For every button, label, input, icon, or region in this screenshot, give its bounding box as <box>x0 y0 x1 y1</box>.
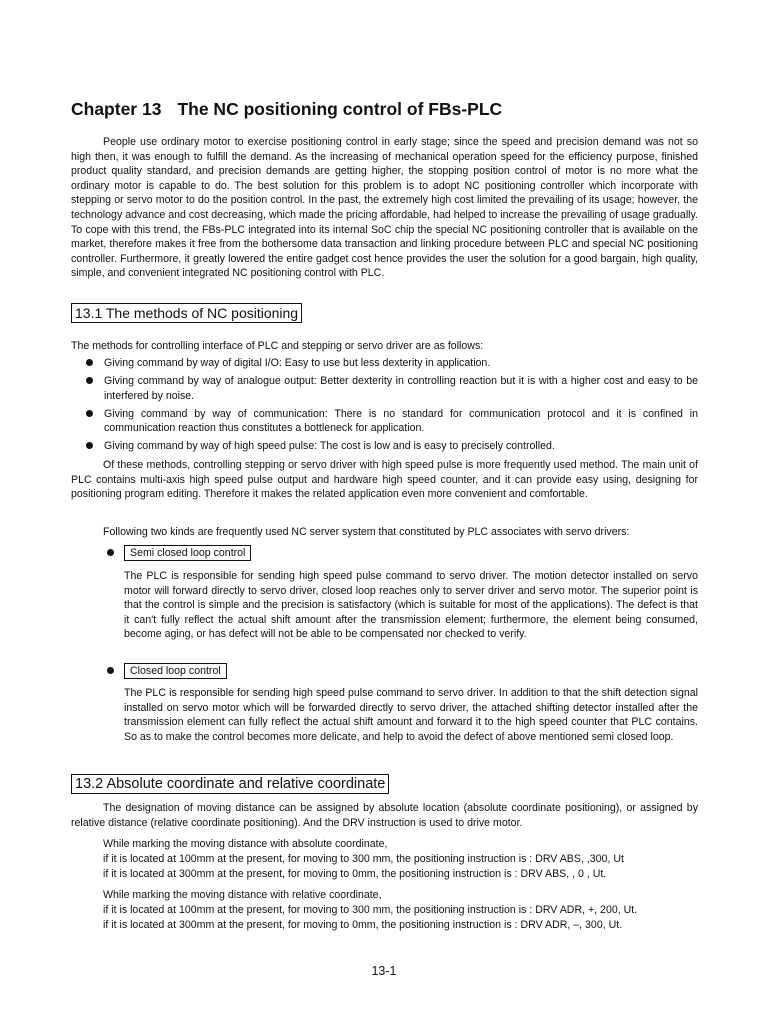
coordinate-paragraph: The designation of moving distance can be assigned by absolute location (absolute coordinate positioning), or assigned by relative distance (relative coordinate positioning). And the DRV instruction is used to drive motor. <box>71 802 698 829</box>
relative-example-2: if it is located at 300mm at the present, for moving to 0mm, the positioning instruction is : DRV ADR, –, 300, Ut. <box>103 919 623 931</box>
absolute-example-2: if it is located at 300mm at the present, for moving to 0mm, the positioning instruction is : DRV ABS, , 0 , Ut. <box>103 868 607 880</box>
list-item <box>71 407 698 436</box>
semi-closed-loop-text: The PLC is responsible for sending high speed pulse command to servo driver. The motion detector installed on servo motor will forward directly to servo driver, closed loop reaches only to server driver and servo motor. The superior point is that the control is simple and the precision is satisfactory (which is suitable for most of the applications). The defect is that it can't fully reflect the actual shift amount after the transmission element; furthermore, the element being consumed, become aging, or has defect will not be able to be compensated nor checked to verify. <box>124 570 698 641</box>
page-number: 13-1 <box>371 964 397 978</box>
section-13-1-heading: 13.1 The methods of NC positioning <box>71 303 302 323</box>
intro-paragraph: People use ordinary motor to exercise positioning control in early stage; since the speed and precision demand was not so high then, it was enough to fulfill the demand. As the increasing of mechanical operation speed for the efficiency purpose, finished product quality standard, and precision demands are getting higher, the stopping position control of motor is no more what the ordinary motor is capable to do. The best solution for this problem is to adopt NC positioning controller which incorporate with stepping or servo motor to do the position control. In the past, the extremely high cost limited the prevailing of its usage; however, the technology advance and cost decreasing, which made the pricing affordable, had helped to increase the prevailing of usage gradually. To cope with this trend, the FBs-PLC integrated into its internal SoC chip the special NC positioning controller that is available on the market, therefore makes it free from the bothersome data transaction and linking procedure between PLC and special NC positioning controller. Furthermore, it greatly lowered the entire gadget cost hence provides the user the solution for a good bargain, high quality, simple, and convenient integrated NC positioning control with PLC. <box>71 136 698 280</box>
list-item <box>71 374 698 403</box>
list-item <box>71 356 698 371</box>
absolute-lead: While marking the moving distance with absolute coordinate, <box>103 838 388 850</box>
chapter-title <box>71 99 502 120</box>
section-13-2-heading: 13.2 Absolute coordinate and relative coordinate <box>71 774 389 794</box>
relative-example-1: if it is located at 100mm at the present, for moving to 300 mm, the positioning instruction is : DRV ADR, +, 200, Ut. <box>103 904 638 916</box>
bullet-icon <box>86 359 93 366</box>
servo-systems-lead: Following two kinds are frequently used NC server system that constituted by PLC associates with servo drivers: <box>103 526 630 538</box>
high-speed-pulse-paragraph: Of these methods, controlling stepping or servo driver with high speed pulse is more frequently used method. The main unit of PLC contains multi-axis high speed pulse output and hardware high speed counter, and it can provide easy using, designing for positioning program editing. Therefore it makes the related application even more convenient and comfortable. <box>71 459 698 501</box>
methods-list <box>71 356 698 458</box>
semi-closed-loop-label: Semi closed loop control <box>124 545 251 561</box>
chapter-name: The NC positioning control of FBs-PLC <box>177 99 503 119</box>
bullet-icon <box>86 410 93 417</box>
bullet-icon <box>107 549 114 556</box>
bullet-icon <box>107 667 114 674</box>
list-item-text: Giving command by way of high speed pulse: The cost is low and is easy to precisely controlled. <box>104 440 555 453</box>
relative-lead: While marking the moving distance with relative coordinate, <box>103 889 382 901</box>
list-item <box>71 439 698 454</box>
closed-loop-text: The PLC is responsible for sending high speed pulse command to servo driver. In addition to that the shift detection signal installed on servo motor which will be forwarded directly to servo driver, the attached shifting detector installed after the transmission element can fully reflect the actual shift amount and forward it to the high speed counter that PLC contains. So as to make the control becomes more delicate, and help to avoid the defect of above mentioned semi closed loop. <box>124 687 698 743</box>
closed-loop-label: Closed loop control <box>124 663 227 679</box>
chapter-number: Chapter 13 <box>71 99 162 119</box>
bullet-icon <box>86 377 93 384</box>
methods-lead: The methods for controlling interface of PLC and stepping or servo driver are as follows: <box>71 340 484 352</box>
list-item-text: Giving command by way of communication: There is no standard for communication protocol and it is confined in communication reaction thus constitutes a bottleneck for application. <box>104 407 698 435</box>
absolute-example-1: if it is located at 100mm at the present, for moving to 300 mm, the positioning instruction is : DRV ABS, ,300, Ut <box>103 853 624 865</box>
list-item-text: Giving command by way of analogue output: Better dexterity in controlling reaction but it is with a higher cost and easy to be interfered by noise. <box>104 375 698 402</box>
bullet-icon <box>86 442 93 449</box>
list-item-text: Giving command by way of digital I/O: Easy to use but less dexterity in application. <box>104 357 491 369</box>
